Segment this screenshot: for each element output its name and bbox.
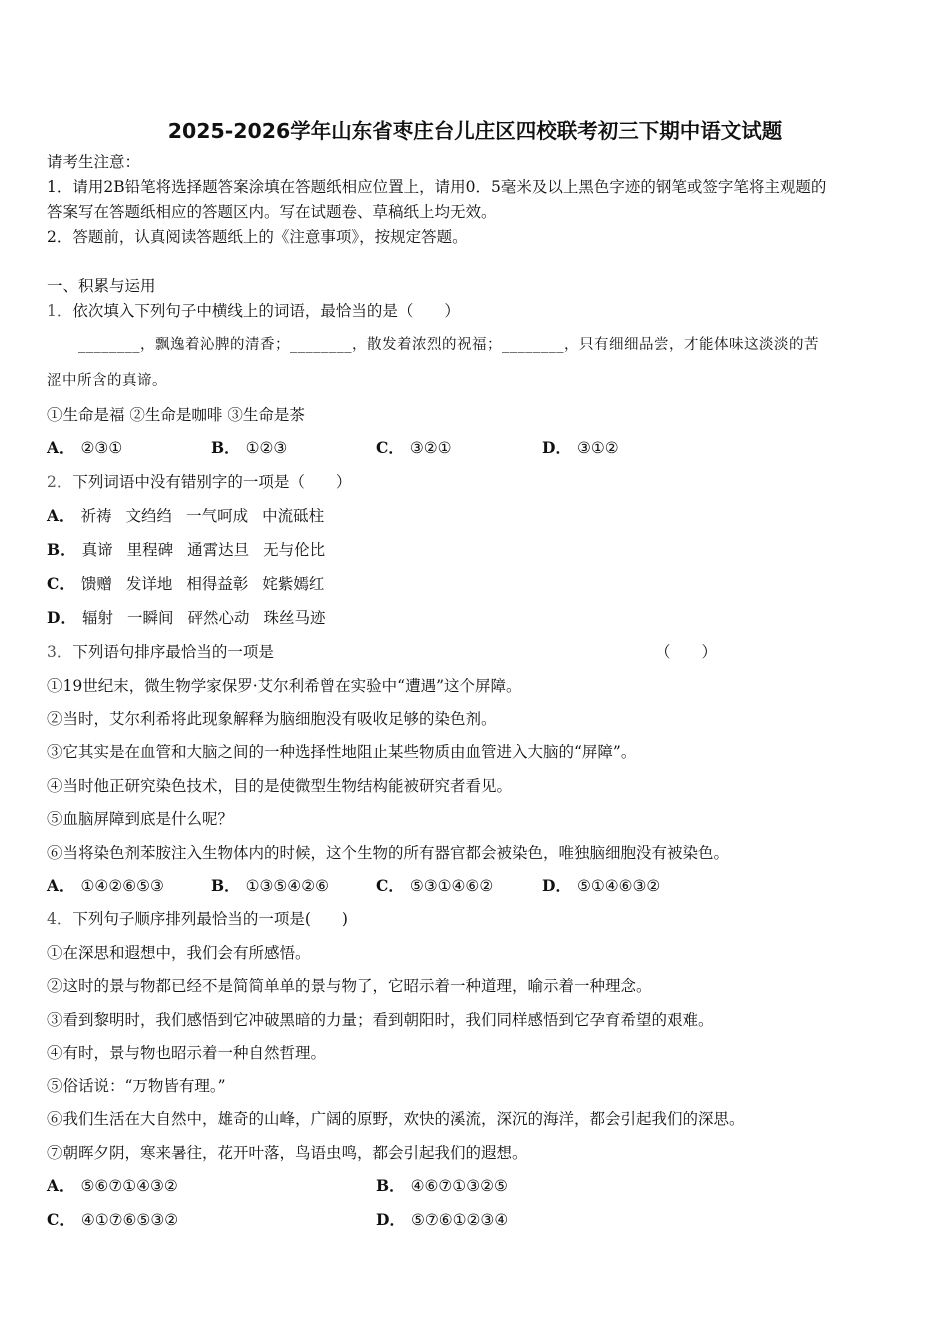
question-4-item-2: ②这时的景与物都已经不是简简单单的景与物了，它昭示着一种道理，喻示着一种理念。 xyxy=(47,977,652,995)
question-3-item-6: ⑥当将染色剂苯胺注入生物体内的时候，这个生物的所有器官都会被染色，唯独脑细胞没有被染色。 xyxy=(47,844,730,862)
question-2-option-a[interactable]: A． 祈祷 文绉绉 一气呵成 中流砥柱 xyxy=(47,506,325,525)
question-text: 依次填入下列句子中横线上的词语，最恰当的是（ ） xyxy=(72,302,460,320)
question-4-option-a[interactable]: A． ⑤⑥⑦①④③② xyxy=(47,1176,178,1195)
question-4-item-3: ③看到黎明时，我们感悟到它冲破黑暗的力量；看到朝阳时，我们同样感悟到它孕育希望的艰难。 xyxy=(47,1011,714,1029)
notice-heading: 请考生注意： xyxy=(47,153,141,171)
question-1-stem xyxy=(47,301,460,321)
question-4-item-7: ⑦朝晖夕阴，寒来暑往，花开叶落，鸟语虫鸣，都会引起我们的遐想。 xyxy=(47,1144,528,1162)
question-1-option-b[interactable]: B． ①②③ xyxy=(211,438,288,457)
question-1-items: ①生命是福 ②生命是咖啡 ③生命是茶 xyxy=(47,406,305,424)
question-number: 2． xyxy=(47,473,73,491)
question-3-option-d[interactable]: D． ⑤①④⑥③② xyxy=(542,876,661,895)
question-1-option-d[interactable]: D． ③①② xyxy=(542,438,619,457)
question-4-stem xyxy=(47,909,348,929)
question-4-item-5: ⑤俗话说：“万物皆有理。” xyxy=(47,1077,226,1095)
notice-line-2: 答案写在答题纸相应的答题区内。写在试题卷、草稿纸上均无效。 xyxy=(47,203,497,221)
question-text: 下列词语中没有错别字的一项是（ ） xyxy=(72,473,352,491)
question-3-item-2: ②当时，艾尔利希将此现象解释为脑细胞没有吸收足够的染色剂。 xyxy=(47,710,497,728)
question-3-item-5: ⑤血脑屏障到底是什么呢？ xyxy=(47,810,234,828)
question-4-item-6: ⑥我们生活在大自然中，雄奇的山峰，广阔的原野，欢快的溪流，深沉的海洋，都会引起我们的深思。 xyxy=(47,1110,745,1128)
question-4-option-d[interactable]: D． ⑤⑦⑥①②③④ xyxy=(376,1210,509,1229)
question-text: 下列语句排序最恰当的一项是 xyxy=(72,643,274,661)
question-2-option-b[interactable]: B． 真谛 里程碑 通霄达旦 无与伦比 xyxy=(47,540,326,559)
question-3-option-b[interactable]: B． ①③⑤④②⑥ xyxy=(211,876,329,895)
question-4-item-1: ①在深思和遐想中，我们会有所感悟。 xyxy=(47,944,311,962)
question-3-option-a[interactable]: A． ①④②⑥⑤③ xyxy=(47,876,164,895)
question-1-passage-line-2: 涩中所含的真谛。 xyxy=(47,373,167,389)
question-2-stem xyxy=(47,472,351,492)
question-3-stem xyxy=(47,642,274,662)
question-4-option-b[interactable]: B． ④⑥⑦①③②⑤ xyxy=(376,1176,508,1195)
section-heading: 一、积累与运用 xyxy=(47,277,156,295)
page-title: 2025-2026学年山东省枣庄台儿庄区四校联考初三下期中语文试题 xyxy=(167,119,783,143)
question-3-item-1: ①19世纪末，微生物学家保罗·艾尔利希曾在实验中“遭遇”这个屏障。 xyxy=(47,677,522,695)
notice-line-3: 2．答题前，认真阅读答题纸上的《注意事项》，按规定答题。 xyxy=(47,228,468,246)
question-1-option-c[interactable]: C． ③②① xyxy=(376,438,452,457)
notice-line-1: 1．请用2B铅笔将选择题答案涂填在答题纸相应位置上，请用0．5毫米及以上黑色字迹的钢笔或签字笔将主观题的 xyxy=(47,178,827,196)
answer-parentheses: （ ） xyxy=(655,643,718,661)
question-2-option-c[interactable]: C． 馈赠 发详地 相得益彰 姹紫嫣红 xyxy=(47,574,325,593)
question-4-option-c[interactable]: C． ④①⑦⑥⑤③② xyxy=(47,1210,179,1229)
question-4-item-4: ④有时，景与物也昭示着一种自然哲理。 xyxy=(47,1044,327,1062)
question-1-passage-line-1: ________，飘逸着沁脾的清香；________，散发着浓烈的祝福；________，只有细细品尝，才能体味这淡淡的苦 xyxy=(78,337,819,353)
question-number: 1． xyxy=(47,302,73,320)
question-3-item-4: ④当时他正研究染色技术，目的是使微型生物结构能被研究者看见。 xyxy=(47,777,513,795)
question-number: 3． xyxy=(47,643,73,661)
question-number: 4． xyxy=(47,910,73,928)
question-text: 下列句子顺序排列最恰当的一项是( ) xyxy=(72,910,348,928)
question-3-item-3: ③它其实是在血管和大脑之间的一种选择性地阻止某些物质由血管进入大脑的“屏障”。 xyxy=(47,743,637,761)
question-2-option-d[interactable]: D． 辐射 一瞬间 砰然心动 珠丝马迹 xyxy=(47,608,326,627)
question-3-option-c[interactable]: C． ⑤③①④⑥② xyxy=(376,876,494,895)
question-1-option-a[interactable]: A． ②③① xyxy=(47,438,123,457)
